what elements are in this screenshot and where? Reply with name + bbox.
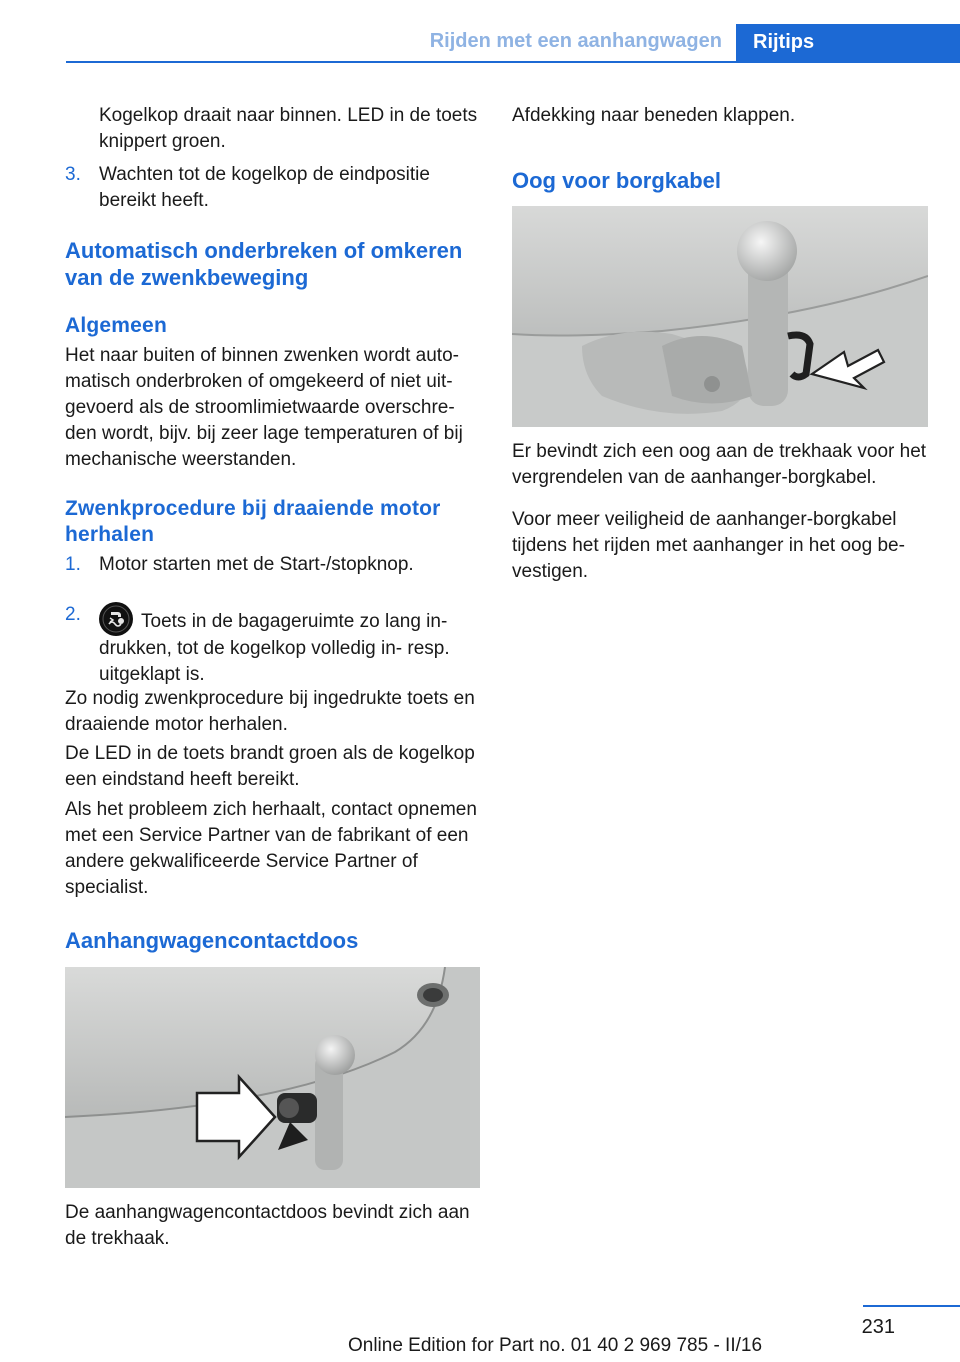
header-section-title: Rijden met een aanhangwagen [429, 30, 722, 52]
paragraph-veiligheid: Voor meer veiligheid de aanhanger-borgkabel tijdens het rijden met aanhanger in het oog bevestigen. [512, 509, 905, 582]
heading-contactdoos: Aanhangwagencontactdoos [65, 928, 359, 953]
paragraph-oog: Er bevindt zich een oog aan de trekhaak voor het vergrendelen van de aanhanger-borgkabel. [512, 441, 927, 488]
step-number: 2. [65, 604, 81, 625]
heading-oog: Oog voor borgkabel [512, 168, 722, 193]
paragraph-kogelkop: Kogelkop draait naar binnen. LED in de toets knippert groen. [99, 105, 478, 152]
figure-trailer-socket [65, 967, 480, 1188]
paragraph-afdekking: Afdekking naar beneden klappen. [512, 105, 796, 126]
list-item-step-1 [65, 552, 479, 578]
list-item-step-2 [65, 602, 479, 688]
header-rule [66, 61, 960, 63]
header-chapter-tab[interactable]: Rijtips [736, 24, 960, 63]
paragraph-algemeen: Het naar buiten of binnen zwenken wordt automatisch onderbroken of omgekeerd of niet uitgevoerd als de stroomlimietwaarde overschreden wordt, bijv. bij zeer lage temperaturen of bij mechanische weerstanden. [65, 345, 463, 470]
heading-algemeen: Algemeen [65, 314, 167, 337]
footer-edition: Online Edition for Part no. 01 40 2 969 785 - II/16 [347, 1335, 763, 1356]
page-number: 231 [861, 1316, 895, 1338]
step-number: 3. [65, 164, 81, 185]
heading-zwenkprocedure [65, 496, 441, 548]
heading-automatisch [65, 237, 462, 291]
paragraph-led: De LED in de toets brandt groen als de kogelkop een eindstand heeft bereikt. [65, 743, 475, 790]
step-text: Motor starten met de Start-/stopknop. [99, 554, 414, 575]
step-text: Wachten tot de kogelkop de eindpositie bereikt heeft. [99, 164, 430, 211]
paragraph-contactdoos: De aanhangwagencontactdoos bevindt zich aan de trekhaak. [65, 1202, 470, 1249]
list-item-step-3 [65, 162, 479, 214]
tow-hitch-button-icon [99, 602, 133, 636]
step-number: 1. [65, 554, 81, 575]
step-text: Toets in de bagageruimte zo lang indrukken, tot de kogelkop volledig in- resp. uitgeklapt is. [99, 611, 450, 685]
heading-line-1: Zwenkprocedure bij draaiende motor [65, 497, 441, 520]
figure-safety-cable-eye [512, 206, 928, 427]
footer-rule [863, 1305, 960, 1307]
paragraph-probleem: Als het probleem zich herhaalt, contact opnemen met een Service Partner van de fabrikant of een andere gekwalificeerde Service Partner of specialist. [65, 799, 477, 898]
paragraph-zo-nodig: Zo nodig zwenkprocedure bij ingedrukte toets en draaiende motor herhalen. [65, 688, 475, 735]
heading-line-1: Automatisch onderbreken of omkeren [65, 238, 463, 263]
heading-line-2: van de zwenkbeweging [65, 265, 309, 290]
heading-line-2: herhalen [65, 523, 155, 546]
